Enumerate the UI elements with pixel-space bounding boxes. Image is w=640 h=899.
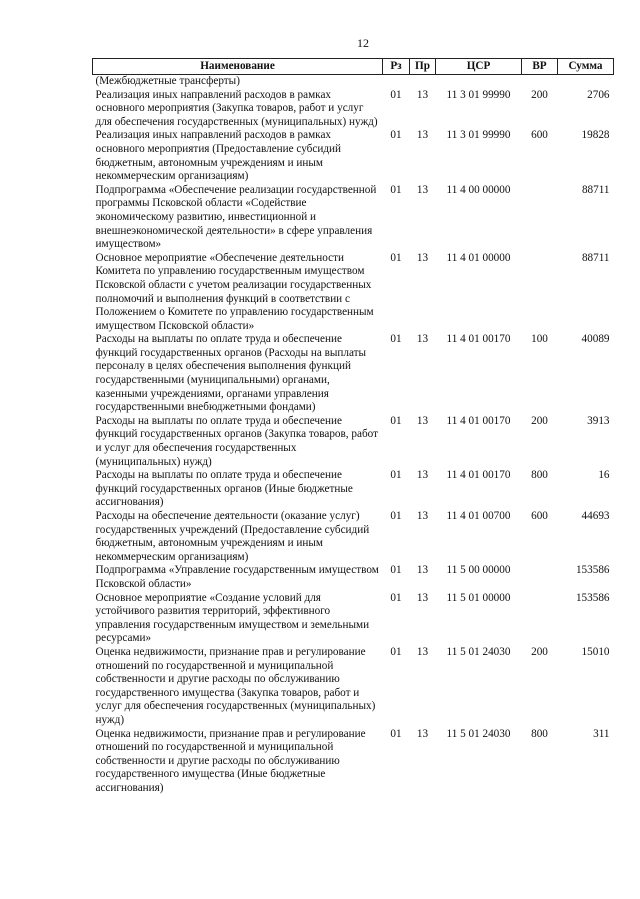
row-name: Основное мероприятие «Создание условий для устойчивого развития территорий, эффективного управления государственным имуществом и земельными ресурсами»: [95, 591, 370, 645]
row-vr: [522, 252, 558, 334]
row-csr: 11 5 01 00000: [446, 591, 511, 604]
row-vr: [522, 184, 558, 252]
table-row: [93, 728, 614, 796]
row-rz: 01: [390, 591, 402, 604]
row-sum: 2706: [587, 88, 610, 101]
row-rz: 01: [390, 333, 402, 346]
table-row: [93, 415, 614, 469]
row-vr: 200: [531, 88, 548, 101]
row-rz: 01: [390, 564, 402, 577]
row-sum: 19828: [581, 129, 610, 142]
row-rz: 01: [390, 727, 402, 740]
row-pr: 13: [416, 333, 429, 346]
header-pr: Пр: [410, 59, 436, 75]
row-vr: 200: [531, 645, 548, 658]
row-rz: 01: [390, 251, 402, 264]
row-rz: 01: [390, 510, 402, 522]
row-vr: 600: [531, 510, 548, 522]
row-vr: 800: [531, 727, 548, 740]
row-rz: 01: [390, 129, 402, 142]
row-csr: 11 5 01 24030: [446, 727, 511, 740]
row-csr: 11 4 01 00170: [446, 469, 511, 482]
row-sum: [558, 75, 614, 89]
row-sum: 15010: [581, 645, 610, 658]
row-sum: 3913: [587, 414, 610, 427]
table-row: [93, 252, 614, 334]
row-sum: 311: [593, 727, 610, 740]
table-row: [93, 129, 614, 183]
table-row: [93, 333, 614, 415]
row-name: Подпрограмма «Обеспечение реализации государственной программы Псковской области «Содействие экономическому развитию, инвестиционной и внешнеэкономической деятельности» в сфере управления имуществом»: [95, 183, 377, 251]
header-rz: Рз: [383, 59, 410, 75]
table-row: [93, 184, 614, 252]
row-pr: [410, 75, 436, 89]
row-name: Реализация иных направлений расходов в рамках основного мероприятия (Закупка товаров, работ и услуг для обеспечения государственных (муниципальных) нужд): [95, 88, 378, 128]
row-rz: 01: [390, 645, 402, 658]
row-vr: 600: [531, 129, 548, 142]
row-sum: 153586: [575, 564, 610, 577]
row-name: (Межбюджетные трансферты): [95, 75, 240, 87]
row-name: Расходы на выплаты по оплате труда и обеспечение функций государственных органов (Закупка товаров, работ и услуг для обеспечения государственных (муниципальных) нужд): [95, 414, 378, 468]
row-pr: 13: [416, 251, 429, 264]
row-name: Подпрограмма «Управление государственным имуществом Псковской области»: [95, 564, 379, 590]
row-pr: 13: [416, 645, 429, 658]
row-sum: 44693: [581, 510, 610, 522]
row-pr: 13: [416, 129, 429, 142]
row-csr: 11 4 01 00000: [446, 251, 511, 264]
row-pr: 13: [416, 727, 429, 740]
header-csr: ЦСР: [436, 59, 522, 75]
row-vr: 200: [531, 414, 548, 427]
row-csr: 11 4 01 00700: [446, 510, 511, 522]
header-vr: ВР: [522, 59, 558, 75]
header-sum: Сумма: [558, 59, 614, 75]
row-pr: 13: [416, 414, 429, 427]
row-rz: 01: [390, 414, 402, 427]
row-sum: 153586: [575, 591, 610, 604]
row-name: Расходы на выплаты по оплате труда и обеспечение функций государственных органов (Расходы на выплаты персоналу в целях обеспечения выполнения функций государственными (муниципальными) органами, казенными учреждениями, органами управления государственными внебюджетными фондами): [95, 333, 367, 414]
row-rz: 01: [390, 88, 402, 101]
row-sum: 40089: [581, 333, 610, 346]
row-pr: 13: [416, 469, 429, 482]
row-pr: 13: [416, 183, 429, 196]
row-pr: 13: [416, 591, 429, 604]
table-row: [93, 469, 614, 510]
row-csr: 11 3 01 99990: [446, 88, 511, 101]
row-name: Оценка недвижимости, признание прав и регулирование отношений по государственной и муниципальной собственности и другие расходы по обслуживанию государственного имущества (Иные бюджетные ассигнования): [95, 727, 366, 794]
row-csr: 11 4 00 00000: [446, 183, 511, 196]
row-vr: [522, 75, 558, 89]
row-name: Расходы на обеспечение деятельности (оказание услуг) государственных учреждений (Предоставление субсидий бюджетным, автономным учреждениям и иным некоммерческим организациям): [95, 510, 370, 563]
table-row: [93, 646, 614, 728]
row-sum: 16: [598, 469, 610, 482]
row-vr: 100: [531, 333, 548, 346]
row-csr: 11 4 01 00170: [446, 414, 511, 427]
page-number: 12: [357, 36, 369, 50]
row-name: Реализация иных направлений расходов в рамках основного мероприятия (Предоставление субсидий бюджетным, автономным учреждениям и иным некоммерческим организациям): [95, 129, 341, 183]
row-rz: 01: [390, 183, 402, 196]
header-name: Наименование: [93, 59, 383, 75]
row-name: Расходы на выплаты по оплате труда и обеспечение функций государственных органов (Иные бюджетные ассигнования): [95, 469, 353, 509]
row-pr: 13: [416, 564, 429, 577]
table-header-row: [93, 59, 614, 75]
row-sum: 88711: [581, 183, 610, 196]
row-csr: 11 5 01 24030: [446, 645, 511, 658]
row-name: Основное мероприятие «Обеспечение деятельности Комитета по управлению государственным имуществом Псковской области с учетом реализации государственных полномочий и выполнения функций в соответствии с Положением о Комитете по управлению государственным имуществом Псковской области»: [95, 251, 374, 332]
row-sum: 88711: [581, 251, 610, 264]
row-pr: 13: [416, 88, 429, 101]
table-row: [93, 89, 614, 130]
row-csr: [436, 75, 522, 89]
row-vr: [522, 592, 558, 646]
table-row: [93, 75, 614, 89]
row-pr: 13: [416, 510, 429, 522]
table-row: [93, 592, 614, 646]
row-rz: 01: [390, 469, 402, 482]
row-rz: [383, 75, 410, 89]
budget-table: [92, 58, 614, 795]
row-csr: 11 5 00 00000: [446, 564, 511, 577]
row-name: Оценка недвижимости, признание прав и регулирование отношений по государственной и муниципальной собственности и другие расходы по обслуживанию государственного имущества (Закупка товаров, работ и услуг для обеспечения государственных (муниципальных) нужд): [95, 645, 376, 726]
table-row: [93, 564, 614, 591]
row-csr: 11 4 01 00170: [446, 333, 511, 346]
row-csr: 11 3 01 99990: [446, 129, 511, 142]
row-vr: 800: [531, 469, 548, 482]
row-vr: [522, 564, 558, 591]
table-row: [93, 510, 614, 564]
